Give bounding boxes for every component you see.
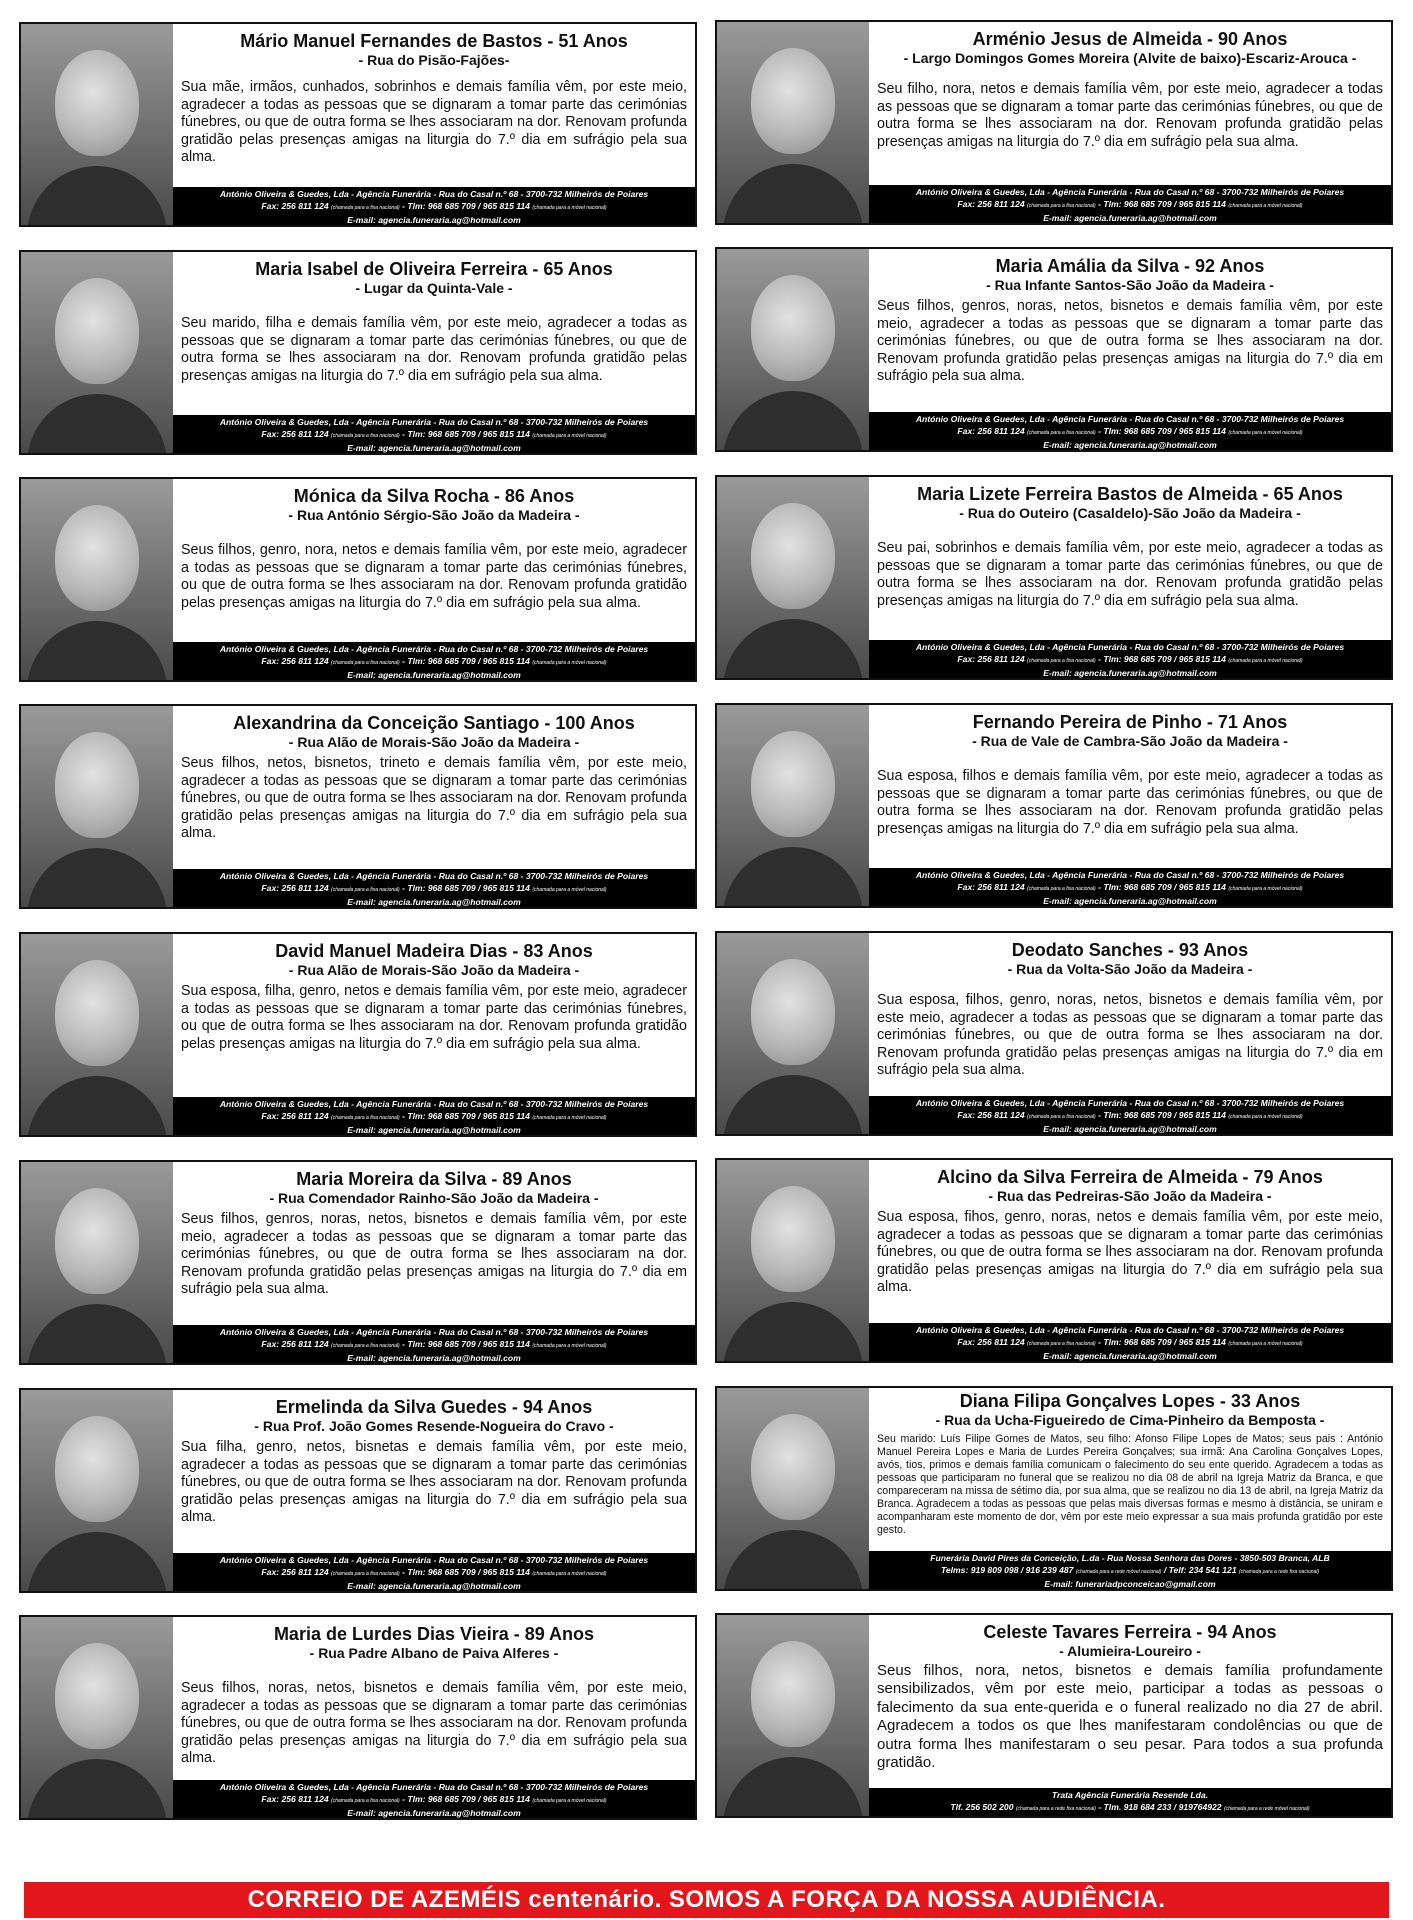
deceased-name: Fernando Pereira de Pinho - 71 Anos <box>972 712 1288 732</box>
obituary-notice <box>19 1160 697 1365</box>
funeral-agency-footer: António Oliveira & Guedes, Lda - Agência Funerária - Rua do Casal n.º 68 - 3700-732 Milheirós de Poiares Fax: 256 811 124 (chamada para a fixa nacional) - Tlm: 968 685 709 / 965 815 114 (chamada para a móvel nacional) E-mail: agencia.funeraria.ag@hotmail.com <box>173 1553 695 1591</box>
funeral-agency-footer: António Oliveira & Guedes, Lda - Agência Funerária - Rua do Casal n.º 68 - 3700-732 Milheirós de Poiares Fax: 256 811 124 (chamada para a fixa nacional) - Tlm: 968 685 709 / 965 815 114 (chamada para a móvel nacional) E-mail: agencia.funeraria.ag@hotmail.com <box>173 415 695 453</box>
funeral-agency-footer: António Oliveira & Guedes, Lda - Agência Funerária - Rua do Casal n.º 68 - 3700-732 Milheirós de Poiares Fax: 256 811 124 (chamada para a fixa nacional) - Tlm: 968 685 709 / 965 815 114 (chamada para a móvel nacional) E-mail: agencia.funeraria.ag@hotmail.com <box>173 869 695 907</box>
funeral-agency-footer: António Oliveira & Guedes, Lda - Agência Funerária - Rua do Casal n.º 68 - 3700-732 Milheirós de Poiares Fax: 256 811 124 (chamada para a fixa nacional) - Tlm: 968 685 709 / 965 815 114 (chamada para a móvel nacional) E-mail: agencia.funeraria.ag@hotmail.com <box>173 1325 695 1363</box>
funeral-agency-footer: António Oliveira & Guedes, Lda - Agência Funerária - Rua do Casal n.º 68 - 3700-732 Milheirós de Poiares Fax: 256 811 124 (chamada para a fixa nacional) - Tlm: 968 685 709 / 965 815 114 (chamada para a móvel nacional) E-mail: agencia.funeraria.ag@hotmail.com <box>869 868 1391 906</box>
deceased-name: Celeste Tavares Ferreira - 94 Anos <box>983 1622 1277 1642</box>
deceased-address: - Lugar da Quinta-Vale - <box>355 280 513 296</box>
portrait-photo <box>717 1388 869 1589</box>
portrait-photo <box>21 934 173 1135</box>
portrait-photo <box>717 1615 869 1816</box>
deceased-address: - Rua Alão de Morais-São João da Madeira - <box>288 962 580 978</box>
funeral-agency-footer: Funerária David Pires da Conceição, L.da - Rua Nossa Senhora das Dores - 3850-503 Branca, ALB Telms: 919 809 098 / 916 239 487 (chamada para a rede móvel nacional) / Telf: 234 541 121 (chamada para a rede fixa nacional) E-mail: funerariadpconceicao@gmail.com <box>869 1551 1391 1589</box>
notice-text: Seus filhos, noras, netos, bisnetos e demais família vêm, por este meio, agradecer a todas as pessoas que se dignaram a tomar parte das cerimónias fúnebres, ou que de outra forma se lhes associaram na dor. Renovam profunda gratidão pelas presenças amigas na liturgia do 7.º dia em sufrágio pela sua alma. <box>181 1680 687 1767</box>
notice-text: Seu pai, sobrinhos e demais família vêm, por este meio, agradecer a todas as pessoas que se dignaram a tomar parte das cerimónias fúnebres, ou que de outra forma se lhes associaram na dor. Renovam profunda gratidão pelas presenças amigas na liturgia do 7.º dia em sufrágio pela sua alma. <box>877 540 1383 609</box>
portrait-photo <box>21 24 173 225</box>
portrait-photo <box>717 249 869 450</box>
obituary-notice <box>715 20 1393 225</box>
deceased-name: Mónica da Silva Rocha - 86 Anos <box>293 486 575 506</box>
funeral-agency-footer: António Oliveira & Guedes, Lda - Agência Funerária - Rua do Casal n.º 68 - 3700-732 Milheirós de Poiares Fax: 256 811 124 (chamada para a fixa nacional) - Tlm: 968 685 709 / 965 815 114 (chamada para a móvel nacional) E-mail: agencia.funeraria.ag@hotmail.com <box>173 187 695 225</box>
portrait-photo <box>717 1160 869 1361</box>
deceased-address: - Rua do Pisão-Fajões- <box>358 52 510 68</box>
deceased-address: - Rua António Sérgio-São João da Madeira - <box>288 507 580 523</box>
portrait-photo <box>21 252 173 453</box>
obituary-notice <box>715 247 1393 452</box>
deceased-name: Ermelinda da Silva Guedes - 94 Anos <box>275 1397 593 1417</box>
obituary-notice <box>19 932 697 1137</box>
obituary-notice <box>715 1386 1393 1591</box>
notice-text: Seus filhos, netos, bisnetos, trineto e demais família vêm, por este meio, agradecer a todas as pessoas que se dignaram a tomar parte das cerimónias fúnebres, ou que de outra forma se lhes associaram na dor. Renovam profunda gratidão pelas presenças amigas na liturgia do 7.º dia em sufrágio pela sua alma. <box>181 755 687 842</box>
deceased-name: Mário Manuel Fernandes de Bastos - 51 Anos <box>240 31 628 51</box>
portrait-photo <box>21 706 173 907</box>
portrait-photo <box>21 479 173 680</box>
deceased-address: - Rua Prof. João Gomes Resende-Nogueira do Cravo - <box>254 1418 614 1434</box>
newspaper-banner: CORREIO DE AZEMÉIS centenário. SOMOS A FORÇA DA NOSSA AUDIÊNCIA. <box>24 1882 1389 1918</box>
obituary-notice <box>19 704 697 909</box>
deceased-name: Deodato Sanches - 93 Anos <box>1011 940 1249 960</box>
deceased-address: - Rua das Pedreiras-São João da Madeira - <box>988 1188 1272 1204</box>
obituary-notice <box>19 1615 697 1820</box>
obituary-notice <box>715 1158 1393 1363</box>
obituary-notice <box>19 22 697 227</box>
deceased-name: Maria de Lurdes Dias Vieira - 89 Anos <box>273 1624 595 1644</box>
deceased-address: - Rua da Ucha-Figueiredo de Cima-Pinheiro da Bemposta - <box>935 1412 1325 1428</box>
deceased-address: - Rua de Vale de Cambra-São João da Madeira - <box>972 733 1288 749</box>
deceased-address: - Rua Comendador Rainho-São João da Madeira - <box>269 1190 599 1206</box>
notice-text: Seus filhos, genro, nora, netos e demais família vêm, por este meio, agradecer a todas as pessoas que se dignaram a tomar parte das cerimónias fúnebres, ou que de outra forma se lhes associaram na dor. Renovam profunda gratidão pelas presenças amigas na liturgia do 7.º dia em sufrágio pela sua alma. <box>181 542 687 611</box>
notice-text: Seu marido: Luís Filipe Gomes de Matos, seu filho: Afonso Filipe Lopes de Matos; seus pais : António Manuel Pereira Lopes e Maria de Lurdes Pereira Gonçalves; sua irmã: Ana Carolina Gonçalves Lopes, avós, tios, primos e demais família comunicam o falecimento do seu ente querido. Agradecem a todas as pessoas que participaram no funeral que se realizou no dia 08 de abril na Igreja Matriz da Branca, e que compareceram na missa de sétimo dia, por sua alma, que se realizou no dia 13 de abril, na Igreja Matriz da Branca. Agradecem a todas as pessoas que pelas mais diversas formas e mesmo à distância, se uniram e acompanharam este momento de dor, vêm por este meio expressar a sua mais profunda gratidão por este gesto. <box>877 1433 1383 1536</box>
portrait-photo <box>21 1617 173 1818</box>
notice-text: Sua esposa, filhos, genro, noras, netos, bisnetos e demais família vêm, por este meio, agradecer a todas as pessoas que se dignaram a tomar parte das cerimónias fúnebres, ou que de outra forma se lhes associaram na dor. Renovam profunda gratidão pelas presenças amigas na liturgia do 7.º dia em sufrágio pela sua alma. <box>877 992 1383 1079</box>
notice-text: Seu filho, nora, netos e demais família vêm, por este meio, agradecer a todas as pessoas que se dignaram a tomar parte das cerimónias fúnebres, ou que de outra forma se lhes associaram na dor. Renovam profunda gratidão pelas presenças amigas na liturgia do 7.º dia em sufrágio pela sua alma. <box>877 81 1383 150</box>
deceased-name: Maria Moreira da Silva - 89 Anos <box>296 1169 572 1189</box>
deceased-name: Alcino da Silva Ferreira de Almeida - 79 Anos <box>937 1167 1323 1187</box>
deceased-address: - Largo Domingos Gomes Moreira (Alvite de baixo)-Escariz-Arouca - <box>903 50 1357 66</box>
funeral-agency-footer: António Oliveira & Guedes, Lda - Agência Funerária - Rua do Casal n.º 68 - 3700-732 Milheirós de Poiares Fax: 256 811 124 (chamada para a fixa nacional) - Tlm: 968 685 709 / 965 815 114 (chamada para a móvel nacional) E-mail: agencia.funeraria.ag@hotmail.com <box>869 412 1391 450</box>
obituary-notice <box>715 703 1393 908</box>
deceased-address: - Rua Infante Santos-São João da Madeira - <box>986 277 1274 293</box>
funeral-agency-footer: Trata Agência Funerária Resende Lda. Tlf. 256 502 200 (chamada para a rede fixa nacional) - Tlm. 918 684 233 / 919764922 (chamada para a rede móvel nacional) <box>869 1788 1391 1816</box>
deceased-name: David Manuel Madeira Dias - 83 Anos <box>275 941 593 961</box>
notice-text: Seus filhos, genros, noras, netos, bisnetos e demais família vêm, por este meio, agradecer a todas as pessoas que se dignaram a tomar parte das cerimónias fúnebres, ou que de outra forma se lhes associaram na dor. Renovam profunda gratidão pelas presenças amigas na liturgia do 7.º dia em sufrágio pela sua alma. <box>181 1211 687 1298</box>
deceased-address: - Rua da Volta-São João da Madeira - <box>1007 961 1253 977</box>
portrait-photo <box>21 1162 173 1363</box>
obituary-notice <box>715 931 1393 1136</box>
obituary-notice <box>19 1388 697 1593</box>
deceased-name: Maria Isabel de Oliveira Ferreira - 65 Anos <box>255 259 613 279</box>
deceased-address: - Rua Alão de Morais-São João da Madeira - <box>288 734 580 750</box>
portrait-photo <box>717 705 869 906</box>
notice-text: Sua esposa, filha, genro, netos e demais família vêm, por este meio, agradecer a todas as pessoas que se dignaram a tomar parte das cerimónias fúnebres, ou que de outra forma se lhes associaram na dor. Renovam profunda gratidão pelas presenças amigas na liturgia do 7.º dia em sufrágio pela sua alma. <box>181 983 687 1052</box>
portrait-photo <box>717 477 869 678</box>
funeral-agency-footer: António Oliveira & Guedes, Lda - Agência Funerária - Rua do Casal n.º 68 - 3700-732 Milheirós de Poiares Fax: 256 811 124 (chamada para a fixa nacional) - Tlm: 968 685 709 / 965 815 114 (chamada para a móvel nacional) E-mail: agencia.funeraria.ag@hotmail.com <box>173 1780 695 1818</box>
funeral-agency-footer: António Oliveira & Guedes, Lda - Agência Funerária - Rua do Casal n.º 68 - 3700-732 Milheirós de Poiares Fax: 256 811 124 (chamada para a fixa nacional) - Tlm: 968 685 709 / 965 815 114 (chamada para a móvel nacional) E-mail: agencia.funeraria.ag@hotmail.com <box>869 1096 1391 1134</box>
deceased-name: Arménio Jesus de Almeida - 90 Anos <box>972 29 1288 49</box>
notice-text: Seus filhos, genros, noras, netos, bisnetos e demais família vêm, por este meio, agradecer a todas as pessoas que se dignaram a tomar parte das cerimónias fúnebres, ou que de outra forma se lhes associaram na dor. Renovam profunda gratidão pelas presenças amigas na liturgia do 7.º dia em sufrágio pela sua alma. <box>877 298 1383 385</box>
deceased-name: Maria Lizete Ferreira Bastos de Almeida - 65 Anos <box>917 484 1343 504</box>
portrait-photo <box>21 1390 173 1591</box>
funeral-agency-footer: António Oliveira & Guedes, Lda - Agência Funerária - Rua do Casal n.º 68 - 3700-732 Milheirós de Poiares Fax: 256 811 124 (chamada para a fixa nacional) - Tlm: 968 685 709 / 965 815 114 (chamada para a móvel nacional) E-mail: agencia.funeraria.ag@hotmail.com <box>173 642 695 680</box>
portrait-photo <box>717 933 869 1134</box>
funeral-agency-footer: António Oliveira & Guedes, Lda - Agência Funerária - Rua do Casal n.º 68 - 3700-732 Milheirós de Poiares Fax: 256 811 124 (chamada para a fixa nacional) - Tlm: 968 685 709 / 965 815 114 (chamada para a móvel nacional) E-mail: agencia.funeraria.ag@hotmail.com <box>173 1097 695 1135</box>
portrait-photo <box>717 22 869 223</box>
obituary-notice <box>19 477 697 682</box>
notice-text: Seus filhos, nora, netos, bisnetos e demais família profundamente sensibilizados, vêm por este meio, participar a todas as pessoas o falecimento da sua ente-querida e o funeral realizado no dia 27 de abril. Agradecem a todos os que lhes manifestaram condolências ou que de outra forma lhes manifestaram o seu pesar. Para todos a sua profunda gratidão. <box>877 1662 1383 1772</box>
notice-text: Seu marido, filha e demais família vêm, por este meio, agradecer a todas as pessoas que se dignaram a tomar parte das cerimónias fúnebres, ou que de outra forma se lhes associaram na dor. Renovam profunda gratidão pelas presenças amigas na liturgia do 7.º dia em sufrágio pela sua alma. <box>181 315 687 384</box>
notice-text: Sua esposa, fihos, genro, noras, netos e demais família vêm, por este meio, agradecer a todas as pessoas que se dignaram a tomar parte das cerimónias fúnebres, ou que de outra forma se lhes associaram na dor. Renovam profunda gratidão pelas presenças amigas na liturgia do 7.º dia em sufrágio pela sua alma. <box>877 1209 1383 1296</box>
deceased-address: - Rua Padre Albano de Paiva Alferes - <box>309 1645 559 1661</box>
notice-text: Sua esposa, filhos e demais família vêm, por este meio, agradecer a todas as pessoas que se dignaram a tomar parte das cerimónias fúnebres, ou que de outra forma se lhes associaram na dor. Renovam profunda gratidão pelas presenças amigas na liturgia do 7.º dia em sufrágio pela sua alma. <box>877 768 1383 837</box>
deceased-name: Diana Filipa Gonçalves Lopes - 33 Anos <box>959 1391 1301 1411</box>
deceased-name: Alexandrina da Conceição Santiago - 100 Anos <box>233 713 635 733</box>
obituary-notice <box>19 250 697 455</box>
notice-text: Sua mãe, irmãos, cunhados, sobrinhos e demais família vêm, por este meio, agradecer a todas as pessoas que se dignaram a tomar parte das cerimónias fúnebres, ou que de outra forma se lhes associaram na dor. Renovam profunda gratidão pelas presenças amigas na liturgia do 7.º dia em sufrágio pela sua alma. <box>181 79 687 166</box>
funeral-agency-footer: António Oliveira & Guedes, Lda - Agência Funerária - Rua do Casal n.º 68 - 3700-732 Milheirós de Poiares Fax: 256 811 124 (chamada para a fixa nacional) - Tlm: 968 685 709 / 965 815 114 (chamada para a móvel nacional) E-mail: agencia.funeraria.ag@hotmail.com <box>869 1323 1391 1361</box>
obituary-notice <box>715 1613 1393 1818</box>
funeral-agency-footer: António Oliveira & Guedes, Lda - Agência Funerária - Rua do Casal n.º 68 - 3700-732 Milheirós de Poiares Fax: 256 811 124 (chamada para a fixa nacional) - Tlm: 968 685 709 / 965 815 114 (chamada para a móvel nacional) E-mail: agencia.funeraria.ag@hotmail.com <box>869 185 1391 223</box>
deceased-address: - Rua do Outeiro (Casaldelo)-São João da Madeira - <box>959 505 1301 521</box>
deceased-address: - Alumieira-Loureiro - <box>1059 1643 1201 1659</box>
obituary-notice <box>715 475 1393 680</box>
notice-text: Sua filha, genro, netos, bisnetas e demais família vêm, por este meio, agradecer a todas as pessoas que se dignaram a tomar parte das cerimónias fúnebres, ou que de outra forma se lhes associaram na dor. Renovam profunda gratidão pelas presenças amigas na liturgia do 7.º dia em sufrágio pela sua alma. <box>181 1439 687 1526</box>
funeral-agency-footer: António Oliveira & Guedes, Lda - Agência Funerária - Rua do Casal n.º 68 - 3700-732 Milheirós de Poiares Fax: 256 811 124 (chamada para a fixa nacional) - Tlm: 968 685 709 / 965 815 114 (chamada para a móvel nacional) E-mail: agencia.funeraria.ag@hotmail.com <box>869 640 1391 678</box>
deceased-name: Maria Amália da Silva - 92 Anos <box>995 256 1265 276</box>
